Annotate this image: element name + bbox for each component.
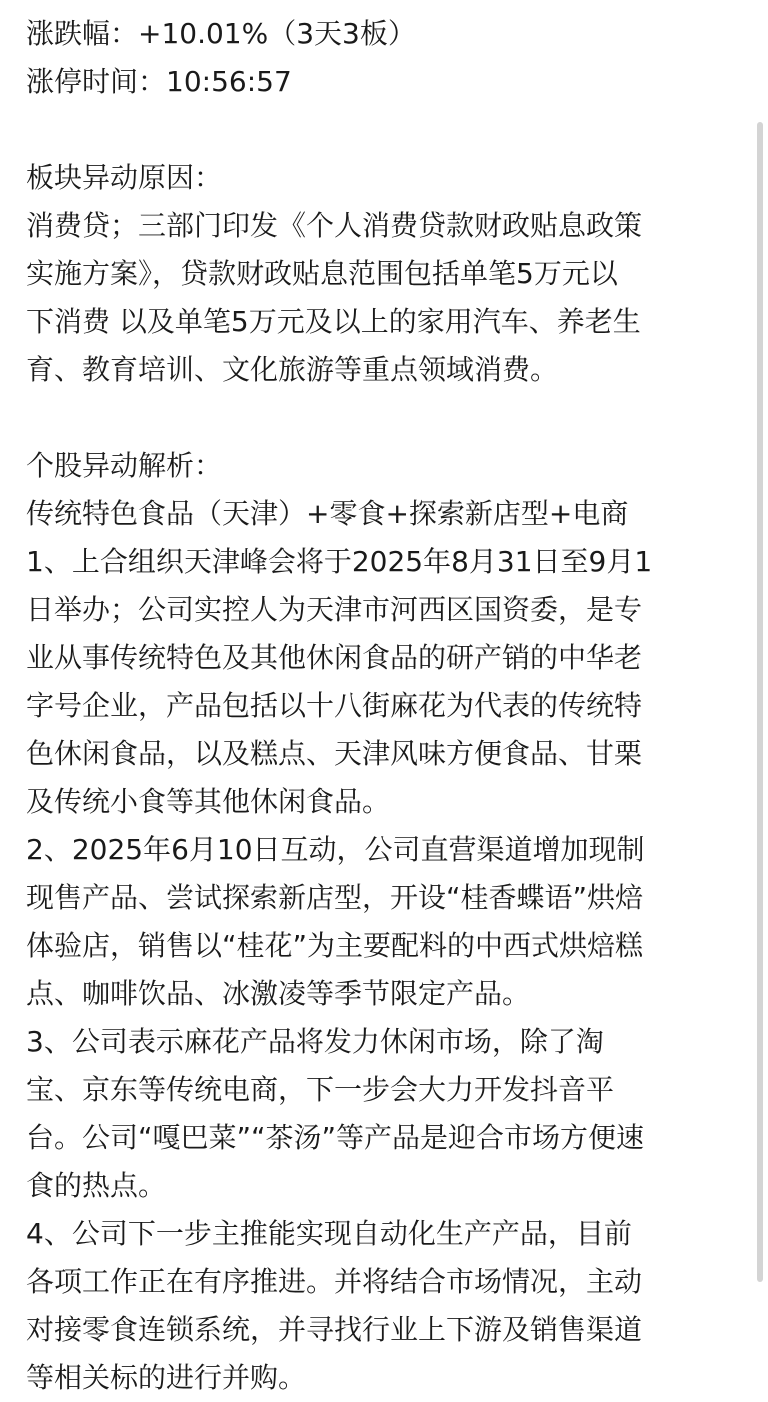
- paragraph-line: 及传统小食等其他休闲食品。: [26, 785, 391, 818]
- paragraph-line: 点、咖啡饮品、冰激凌等季节限定产品。: [26, 977, 531, 1010]
- paragraph-line: 对接零食连锁系统，并寻找行业上下游及销售渠道: [26, 1313, 643, 1346]
- paragraph-line: 食的热点。: [26, 1169, 167, 1202]
- paragraph-line: 现售产品、尝试探索新店型，开设“桂香蝶语”烘焙: [26, 881, 644, 914]
- paragraph-line: 业从事传统特色及其他休闲食品的研产销的中华老: [26, 641, 643, 674]
- paragraph-line: 字号企业，产品包括以十八街麻花为代表的传统特: [26, 689, 643, 722]
- paragraph-line: 4、公司下一步主推能实现自动化生产产品，目前: [26, 1217, 632, 1250]
- paragraph-line: 消费贷；三部门印发《个人消费贷款财政贴息政策: [26, 209, 643, 242]
- scrollbar[interactable]: [757, 122, 763, 1282]
- paragraph-line: 体验店，销售以“桂花”为主要配料的中西式烘焙糕: [26, 929, 644, 962]
- paragraph-line: 实施方案》，贷款财政贴息范围包括单笔5万元以: [26, 257, 618, 290]
- spacer: [26, 106, 746, 154]
- paragraph-line: 宝、京东等传统电商，下一步会大力开发抖音平: [26, 1073, 615, 1106]
- article-body: [26, 10, 746, 1402]
- spacer: [26, 394, 746, 442]
- paragraph-line: 各项工作正在有序推进。并将结合市场情况，主动: [26, 1265, 643, 1298]
- point-4: [26, 1210, 746, 1402]
- paragraph-line: 1、上合组织天津峰会将于2025年8月31日至9月1: [26, 545, 653, 578]
- price-change-line: 涨跌幅：+10.01%（3天3板）: [26, 17, 416, 50]
- point-2: [26, 826, 746, 1018]
- paragraph-line: 等相关标的进行并购。: [26, 1361, 307, 1394]
- paragraph-line: 下消费 以及单笔5万元及以上的家用汽车、养老生: [26, 305, 641, 338]
- point-1: [26, 538, 746, 826]
- sector-heading: 板块异动原因：: [26, 161, 223, 194]
- paragraph-line: 2、2025年6月10日互动，公司直营渠道增加现制: [26, 833, 645, 866]
- paragraph-line: 育、教育培训、文化旅游等重点领域消费。: [26, 353, 559, 386]
- point-3: [26, 1018, 746, 1210]
- paragraph-line: 3、公司表示麻花产品将发力休闲市场，除了淘: [26, 1025, 604, 1058]
- sector-reason-paragraph: [26, 202, 746, 394]
- limit-up-time-line: 涨停时间：10:56:57: [26, 65, 292, 98]
- paragraph-line: 日举办；公司实控人为天津市河西区国资委，是专: [26, 593, 643, 626]
- paragraph-line: 色休闲食品，以及糕点、天津风味方便食品、甘栗: [26, 737, 643, 770]
- paragraph-line: 台。公司“嘎巴菜”“茶汤”等产品是迎合市场方便速: [26, 1121, 645, 1154]
- stock-heading: 个股异动解析：: [26, 449, 223, 482]
- stock-summary: 传统特色食品（天津）+零食+探索新店型+电商: [26, 497, 629, 530]
